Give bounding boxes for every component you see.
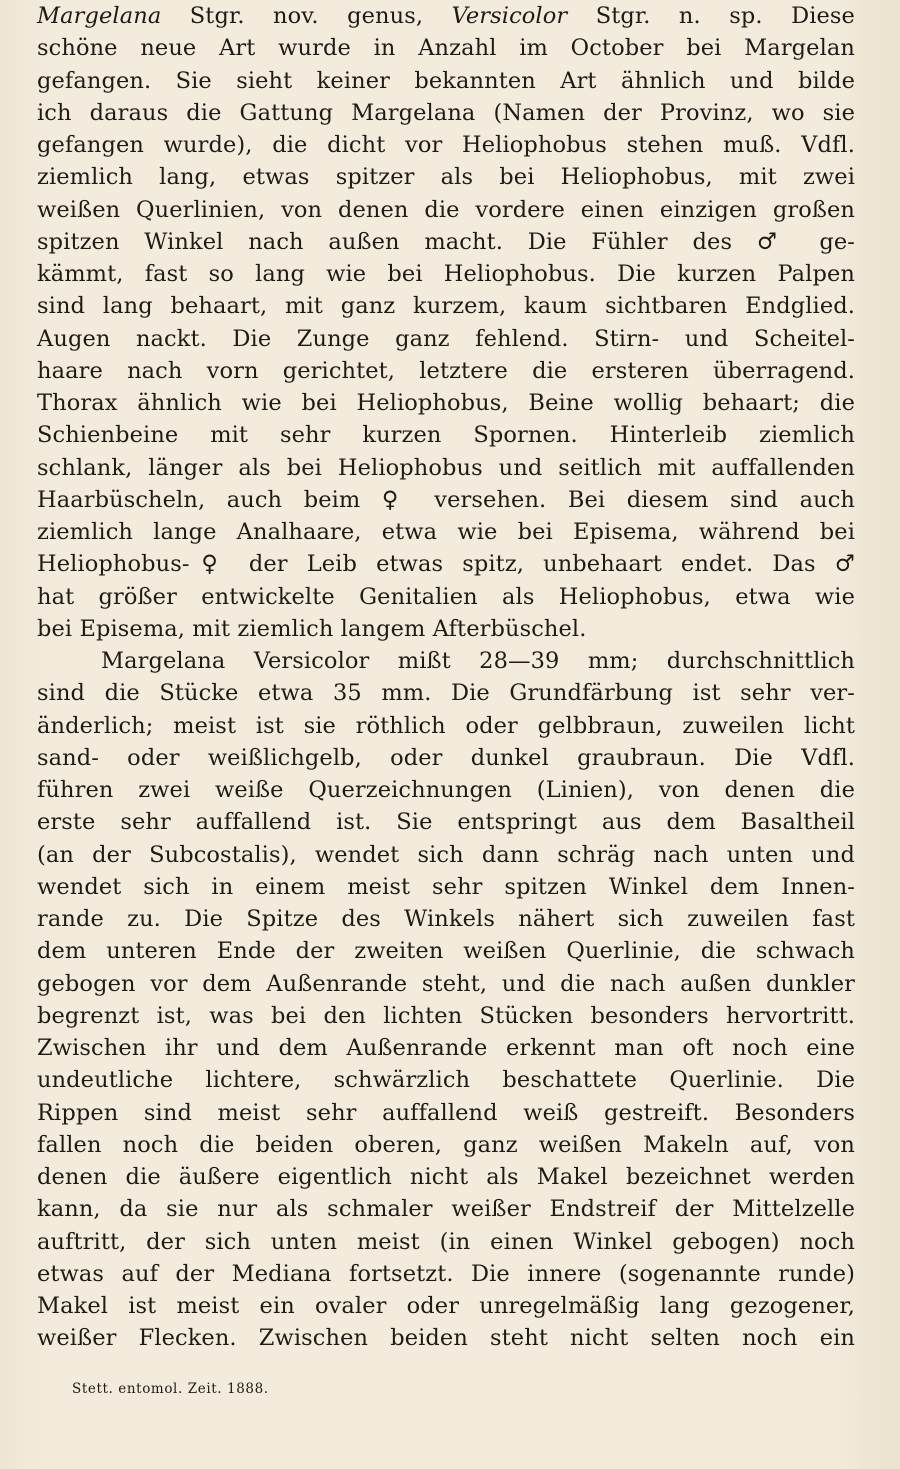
text-line-rest: Stgr. nov. genus,: [189, 3, 424, 29]
text-line: (an der Subcostalis), wendet sich dann schräg nach unten und: [37, 841, 855, 868]
text-line: Makel ist meist ein ovaler oder unregelmäßig lang gezogener,: [37, 1293, 855, 1319]
text-line: kann, da sie nur als schmaler weißer Endstreif der Mittelzelle: [37, 1196, 855, 1223]
text-line: Rippen sind meist sehr auffallend weiß gestreift. Besonders: [37, 1099, 855, 1126]
text-line: wendet sich in einem meist sehr spitzen Winkel dem Innen-: [37, 873, 855, 900]
text-line: Margelana Versicolor mißt 28—39 mm; durchschnittlich: [101, 648, 855, 674]
text-line: denen die äußere eigentlich nicht als Makel bezeichnet werden: [37, 1164, 855, 1190]
text-line: Thorax ähnlich wie bei Heliophobus, Beine wollig behaart; die: [37, 390, 855, 416]
text-line: dem unteren Ende der zweiten weißen Querlinie, die schwach: [37, 938, 855, 965]
text-line: undeutliche lichtere, schwärzlich beschattete Querlinie. Die: [37, 1067, 855, 1094]
text-line: schöne neue Art wurde in Anzahl im October bei Margelan: [37, 35, 855, 62]
text-line: sind die Stücke etwa 35 mm. Die Grundfärbung ist sehr ver-: [37, 680, 855, 707]
text-line: schlank, länger als bei Heliophobus und seitlich mit auffallenden: [37, 454, 855, 481]
genus-name: Margelana: [37, 3, 162, 29]
text-line: spitzen Winkel nach außen macht. Die Fühler des ♂ ge-: [37, 228, 855, 255]
text-line: sind lang behaart, mit ganz kurzem, kaum sichtbaren Endglied.: [37, 293, 855, 320]
body-text: [37, 0, 855, 1355]
text-line: etwas auf der Mediana fortsetzt. Die innere (sogenannte runde): [37, 1260, 855, 1287]
text-line: auftritt, der sich unten meist (in einen Winkel gebogen) noch: [37, 1228, 855, 1255]
text-line: [37, 0, 855, 32]
text-line: hat größer entwickelte Genitalien als Heliophobus, etwa wie: [37, 583, 855, 610]
text-line: Zwischen ihr und dem Außenrande erkennt man oft noch eine: [37, 1035, 855, 1061]
text-line: führen zwei weiße Querzeichnungen (Linien), von denen die: [37, 777, 855, 803]
text-line: kämmt, fast so lang wie bei Heliophobus. Die kurzen Palpen: [37, 261, 855, 287]
text-line: sand- oder weißlichgelb, oder dunkel graubraun. Die Vdfl.: [37, 744, 855, 771]
text-line: änderlich; meist ist sie röthlich oder gelbbraun, zuweilen licht: [37, 712, 855, 739]
text-line: ziemlich lang, etwas spitzer als bei Heliophobus, mit zwei: [37, 164, 855, 191]
text-line: ziemlich lange Analhaare, etwa wie bei Episema, während bei: [37, 519, 855, 545]
text-line: gefangen wurde), die dicht vor Heliophobus stehen muß. Vdfl.: [37, 132, 855, 158]
text-line: Heliophobus-♀ der Leib etwas spitz, unbehaart endet. Das ♂: [37, 551, 855, 578]
species-name: Versicolor: [451, 3, 568, 29]
text-line: haare nach vorn gerichtet, letztere die ersteren überragend.: [37, 357, 855, 384]
text-line-rest: Stgr. n. sp. Diese: [595, 3, 855, 29]
text-line: Haarbüscheln, auch beim ♀ versehen. Bei diesem sind auch: [37, 486, 855, 513]
text-line: Augen nackt. Die Zunge ganz fehlend. Stirn- und Scheitel-: [37, 325, 855, 352]
text-line: gebogen vor dem Außenrande steht, und die nach außen dunkler: [37, 970, 855, 997]
text-line: rande zu. Die Spitze des Winkels nähert sich zuweilen fast: [37, 906, 855, 932]
text-line: Schienbeine mit sehr kurzen Spornen. Hinterleib ziemlich: [37, 422, 855, 449]
journal-footer: Stett. entomol. Zeit. 1888.: [72, 1381, 269, 1397]
text-line: ich daraus die Gattung Margelana (Namen der Provinz, wo sie: [37, 99, 855, 126]
text-line: weißen Querlinien, von denen die vordere einen einzigen großen: [37, 196, 855, 223]
text-line: bei Episema, mit ziemlich langem Afterbüschel.: [37, 615, 587, 642]
text-line: gefangen. Sie sieht keiner bekannten Art ähnlich und bilde: [37, 67, 855, 94]
text-line: begrenzt ist, was bei den lichten Stücken besonders hervortritt.: [37, 1002, 855, 1029]
text-line: fallen noch die beiden oberen, ganz weißen Makeln auf, von: [37, 1131, 855, 1158]
text-line: weißer Flecken. Zwischen beiden steht nicht selten noch ein: [37, 1325, 855, 1352]
text-line: erste sehr auffallend ist. Sie entspringt aus dem Basaltheil: [37, 809, 855, 836]
